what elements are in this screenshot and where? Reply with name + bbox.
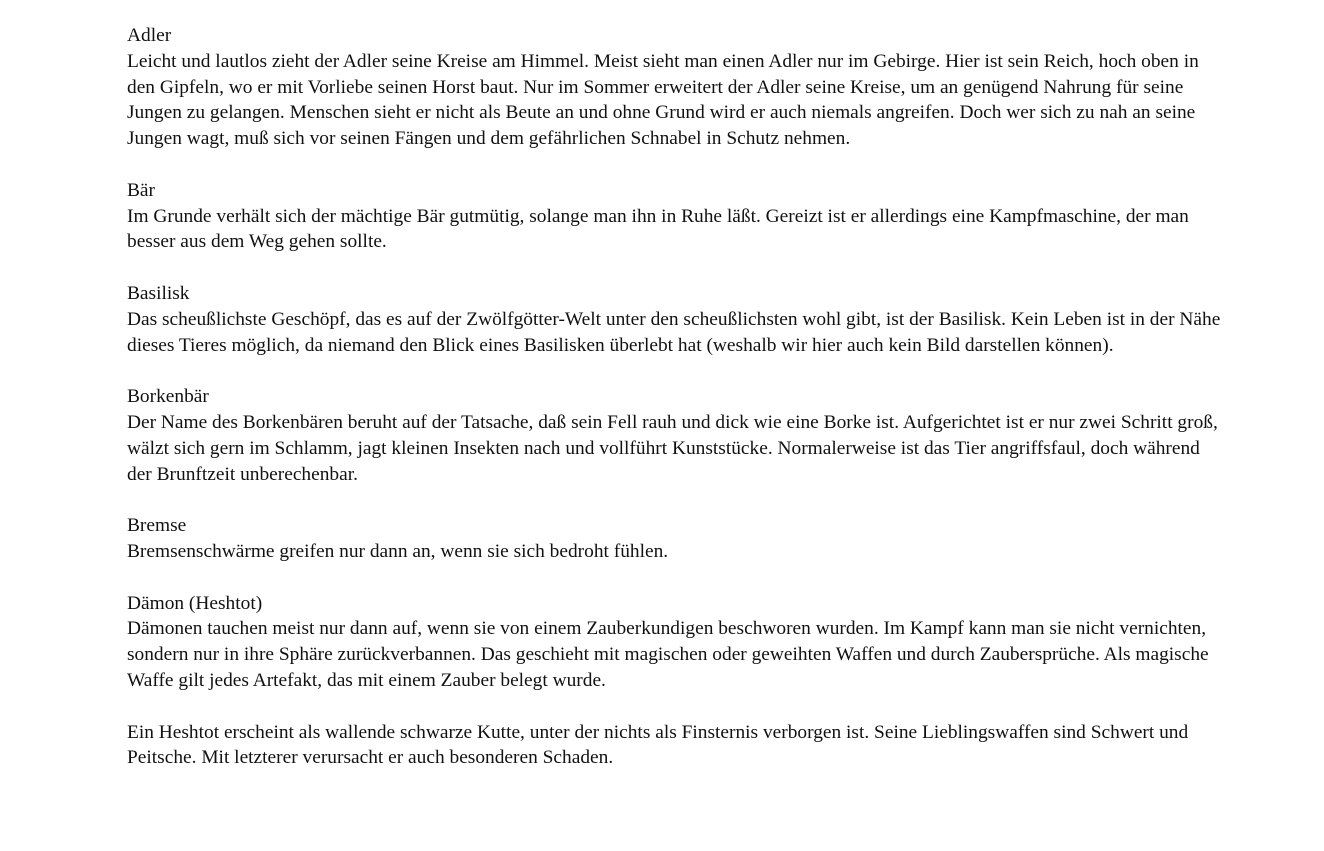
document-body [127,23,1227,771]
entry-borkenbaer [127,384,1227,487]
entry-title: Dämon (Heshtot) [127,592,263,614]
entry-title: Basilisk [127,282,190,304]
entry-bremse [127,513,1227,565]
entry-title: Bremse [127,515,187,537]
entry-text: Dämonen tauchen meist nur dann auf, wenn sie von einem Zauberkundigen beschworen wurden. Im Kampf kann man sie nicht vernichten, sondern nur in ihre Sphäre zurückverbannen. Das geschieht mit magischen oder geweihten Waffen und durch Zaubersprüche. Als magische Waffe gilt jedes Artefakt, das mit einem Zauber belegt wurde. [127,618,1209,691]
entry-basilisk [127,281,1227,358]
entry-text: Leicht und lautlos zieht der Adler seine Kreise am Himmel. Meist sieht man einen Adler nur im Gebirge. Hier ist sein Reich, hoch oben in den Gipfeln, wo er mit Vorliebe seinen Horst baut. Nur im Sommer erweitert der Adler seine Kreise, um an genügend Nahrung für seine Jungen zu gelangen. Menschen sieht er nicht als Beute an und ohne Grund wird er auch niemals angreifen. Doch wer sich zu nah an seine Jungen wagt, muß sich vor seinen Fängen und dem gefährlichen Schnabel in Schutz nehmen. [127,50,1199,150]
entry-text: Der Name des Borkenbären beruht auf der Tatsache, daß sein Fell rauh und dick wie eine Borke ist. Aufgerichtet ist er nur zwei Schritt groß, wälzt sich gern im Schlamm, jagt kleinen Insekten nach und vollführt Kunststücke. Normalerweise ist das Tier angriffsfaul, doch während der Brunftzeit unberechenbar. [127,411,1218,485]
entry-text: Bremsenschwärme greifen nur dann an, wenn sie sich bedroht fühlen. [127,540,669,562]
entry-title: Borkenbär [127,386,209,408]
entry-text: Im Grunde verhält sich der mächtige Bär gutmütig, solange man ihn in Ruhe läßt. Gereizt ist er allerdings eine Kampfmaschine, der man besser aus dem Weg gehen sollte. [127,205,1189,253]
closing-entry [127,720,1227,772]
closing-paragraph: Ein Heshtot erscheint als wallende schwarze Kutte, unter der nichts als Finsternis verborgen ist. Seine Lieblingswaffen sind Schwert und Peitsche. Mit letzterer verursacht er auch besonderen Schaden. [127,721,1189,769]
entry-title: Adler [127,25,172,46]
entry-title: Bär [127,179,155,201]
entry-daemon-heshtot [127,591,1227,694]
entry-text: Das scheußlichste Geschöpf, das es auf der Zwölfgötter-Welt unter den scheußlichsten wohl gibt, ist der Basilisk. Kein Leben ist in der Nähe dieses Tieres möglich, da niemand den Blick eines Basilisken überlebt hat (weshalb wir hier auch kein Bild darstellen können). [127,308,1221,356]
entry-adler [127,23,1227,152]
entry-baer [127,178,1227,255]
